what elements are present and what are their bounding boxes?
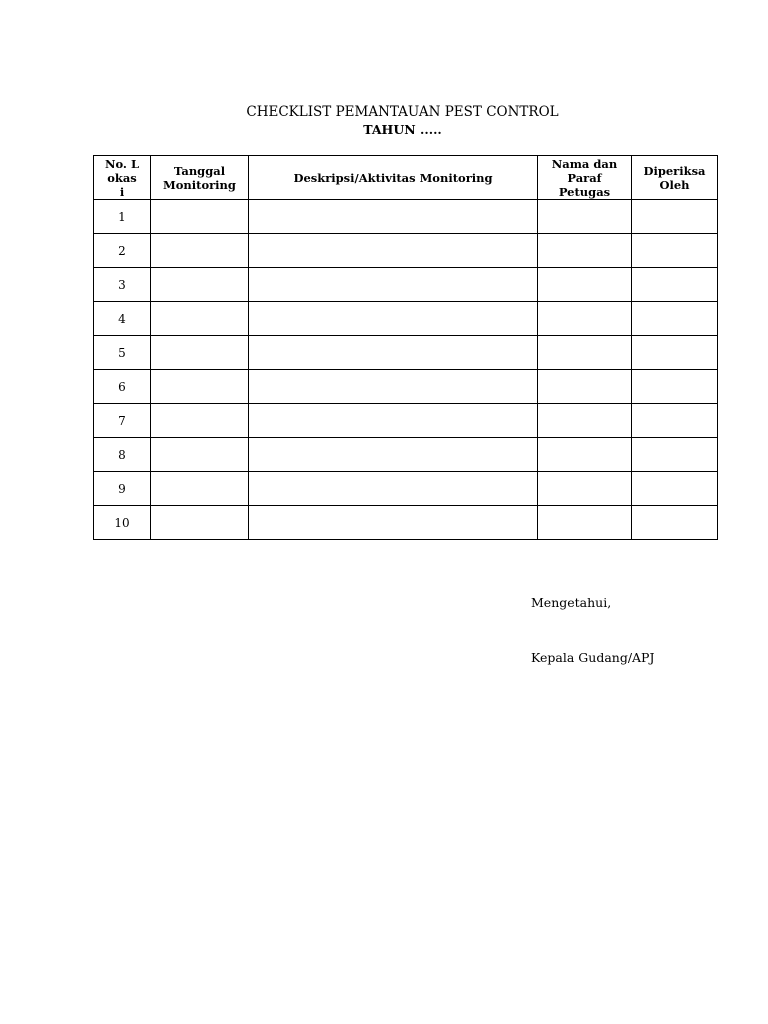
row-number-cell: 4 <box>94 302 151 336</box>
cell-tanggal[interactable] <box>151 336 249 370</box>
cell-deskripsi[interactable] <box>249 302 538 336</box>
cell-nama[interactable] <box>538 302 632 336</box>
cell-tanggal[interactable] <box>151 268 249 302</box>
cell-nama[interactable] <box>538 370 632 404</box>
cell-diperiksa[interactable] <box>632 336 718 370</box>
cell-tanggal[interactable] <box>151 370 249 404</box>
header-diperiksa-oleh: Diperiksa Oleh <box>632 156 718 200</box>
cell-nama[interactable] <box>538 438 632 472</box>
table-row <box>94 404 718 438</box>
table-row <box>94 200 718 234</box>
cell-deskripsi[interactable] <box>249 404 538 438</box>
acknowledged-label: Mengetahui, <box>531 595 612 610</box>
cell-diperiksa[interactable] <box>632 302 718 336</box>
table-row <box>94 506 718 540</box>
row-number-cell: 6 <box>94 370 151 404</box>
cell-tanggal[interactable] <box>151 404 249 438</box>
cell-diperiksa[interactable] <box>632 472 718 506</box>
cell-nama[interactable] <box>538 404 632 438</box>
cell-nama[interactable] <box>538 506 632 540</box>
position-label: Kepala Gudang/APJ <box>531 650 655 665</box>
cell-deskripsi[interactable] <box>249 438 538 472</box>
document-title <box>0 104 768 138</box>
table-row <box>94 370 718 404</box>
cell-deskripsi[interactable] <box>249 234 538 268</box>
row-number-cell: 9 <box>94 472 151 506</box>
cell-diperiksa[interactable] <box>632 234 718 268</box>
cell-deskripsi[interactable] <box>249 200 538 234</box>
table-header-row <box>94 156 718 200</box>
cell-nama[interactable] <box>538 268 632 302</box>
cell-diperiksa[interactable] <box>632 506 718 540</box>
row-number-cell: 8 <box>94 438 151 472</box>
cell-nama[interactable] <box>538 472 632 506</box>
cell-nama[interactable] <box>538 336 632 370</box>
header-nama-paraf: Nama dan Paraf Petugas <box>538 156 632 200</box>
title-line-1: CHECKLIST PEMANTAUAN PEST CONTROL <box>246 104 559 120</box>
cell-diperiksa[interactable] <box>632 268 718 302</box>
title-line-2: TAHUN ..... <box>363 122 442 137</box>
cell-diperiksa[interactable] <box>632 200 718 234</box>
cell-deskripsi[interactable] <box>249 506 538 540</box>
cell-deskripsi[interactable] <box>249 336 538 370</box>
cell-deskripsi[interactable] <box>249 472 538 506</box>
checklist-table <box>93 155 718 540</box>
row-number-cell: 10 <box>94 506 151 540</box>
cell-diperiksa[interactable] <box>632 404 718 438</box>
cell-nama[interactable] <box>538 200 632 234</box>
table-row <box>94 234 718 268</box>
cell-tanggal[interactable] <box>151 302 249 336</box>
header-tanggal-monitoring: Tanggal Monitoring <box>151 156 249 200</box>
row-number-cell: 2 <box>94 234 151 268</box>
row-number-cell: 3 <box>94 268 151 302</box>
cell-tanggal[interactable] <box>151 234 249 268</box>
row-number-cell: 7 <box>94 404 151 438</box>
table-row <box>94 336 718 370</box>
cell-diperiksa[interactable] <box>632 438 718 472</box>
table-row <box>94 302 718 336</box>
row-number-cell: 1 <box>94 200 151 234</box>
cell-tanggal[interactable] <box>151 472 249 506</box>
table-row <box>94 438 718 472</box>
cell-diperiksa[interactable] <box>632 370 718 404</box>
cell-nama[interactable] <box>538 234 632 268</box>
row-number-cell: 5 <box>94 336 151 370</box>
table-row <box>94 268 718 302</box>
table-row <box>94 472 718 506</box>
cell-deskripsi[interactable] <box>249 268 538 302</box>
cell-deskripsi[interactable] <box>249 370 538 404</box>
header-no-lokasi: No. Lokas i <box>94 156 151 200</box>
cell-tanggal[interactable] <box>151 438 249 472</box>
cell-tanggal[interactable] <box>151 506 249 540</box>
header-deskripsi: Deskripsi/Aktivitas Monitoring <box>249 156 538 200</box>
cell-tanggal[interactable] <box>151 200 249 234</box>
